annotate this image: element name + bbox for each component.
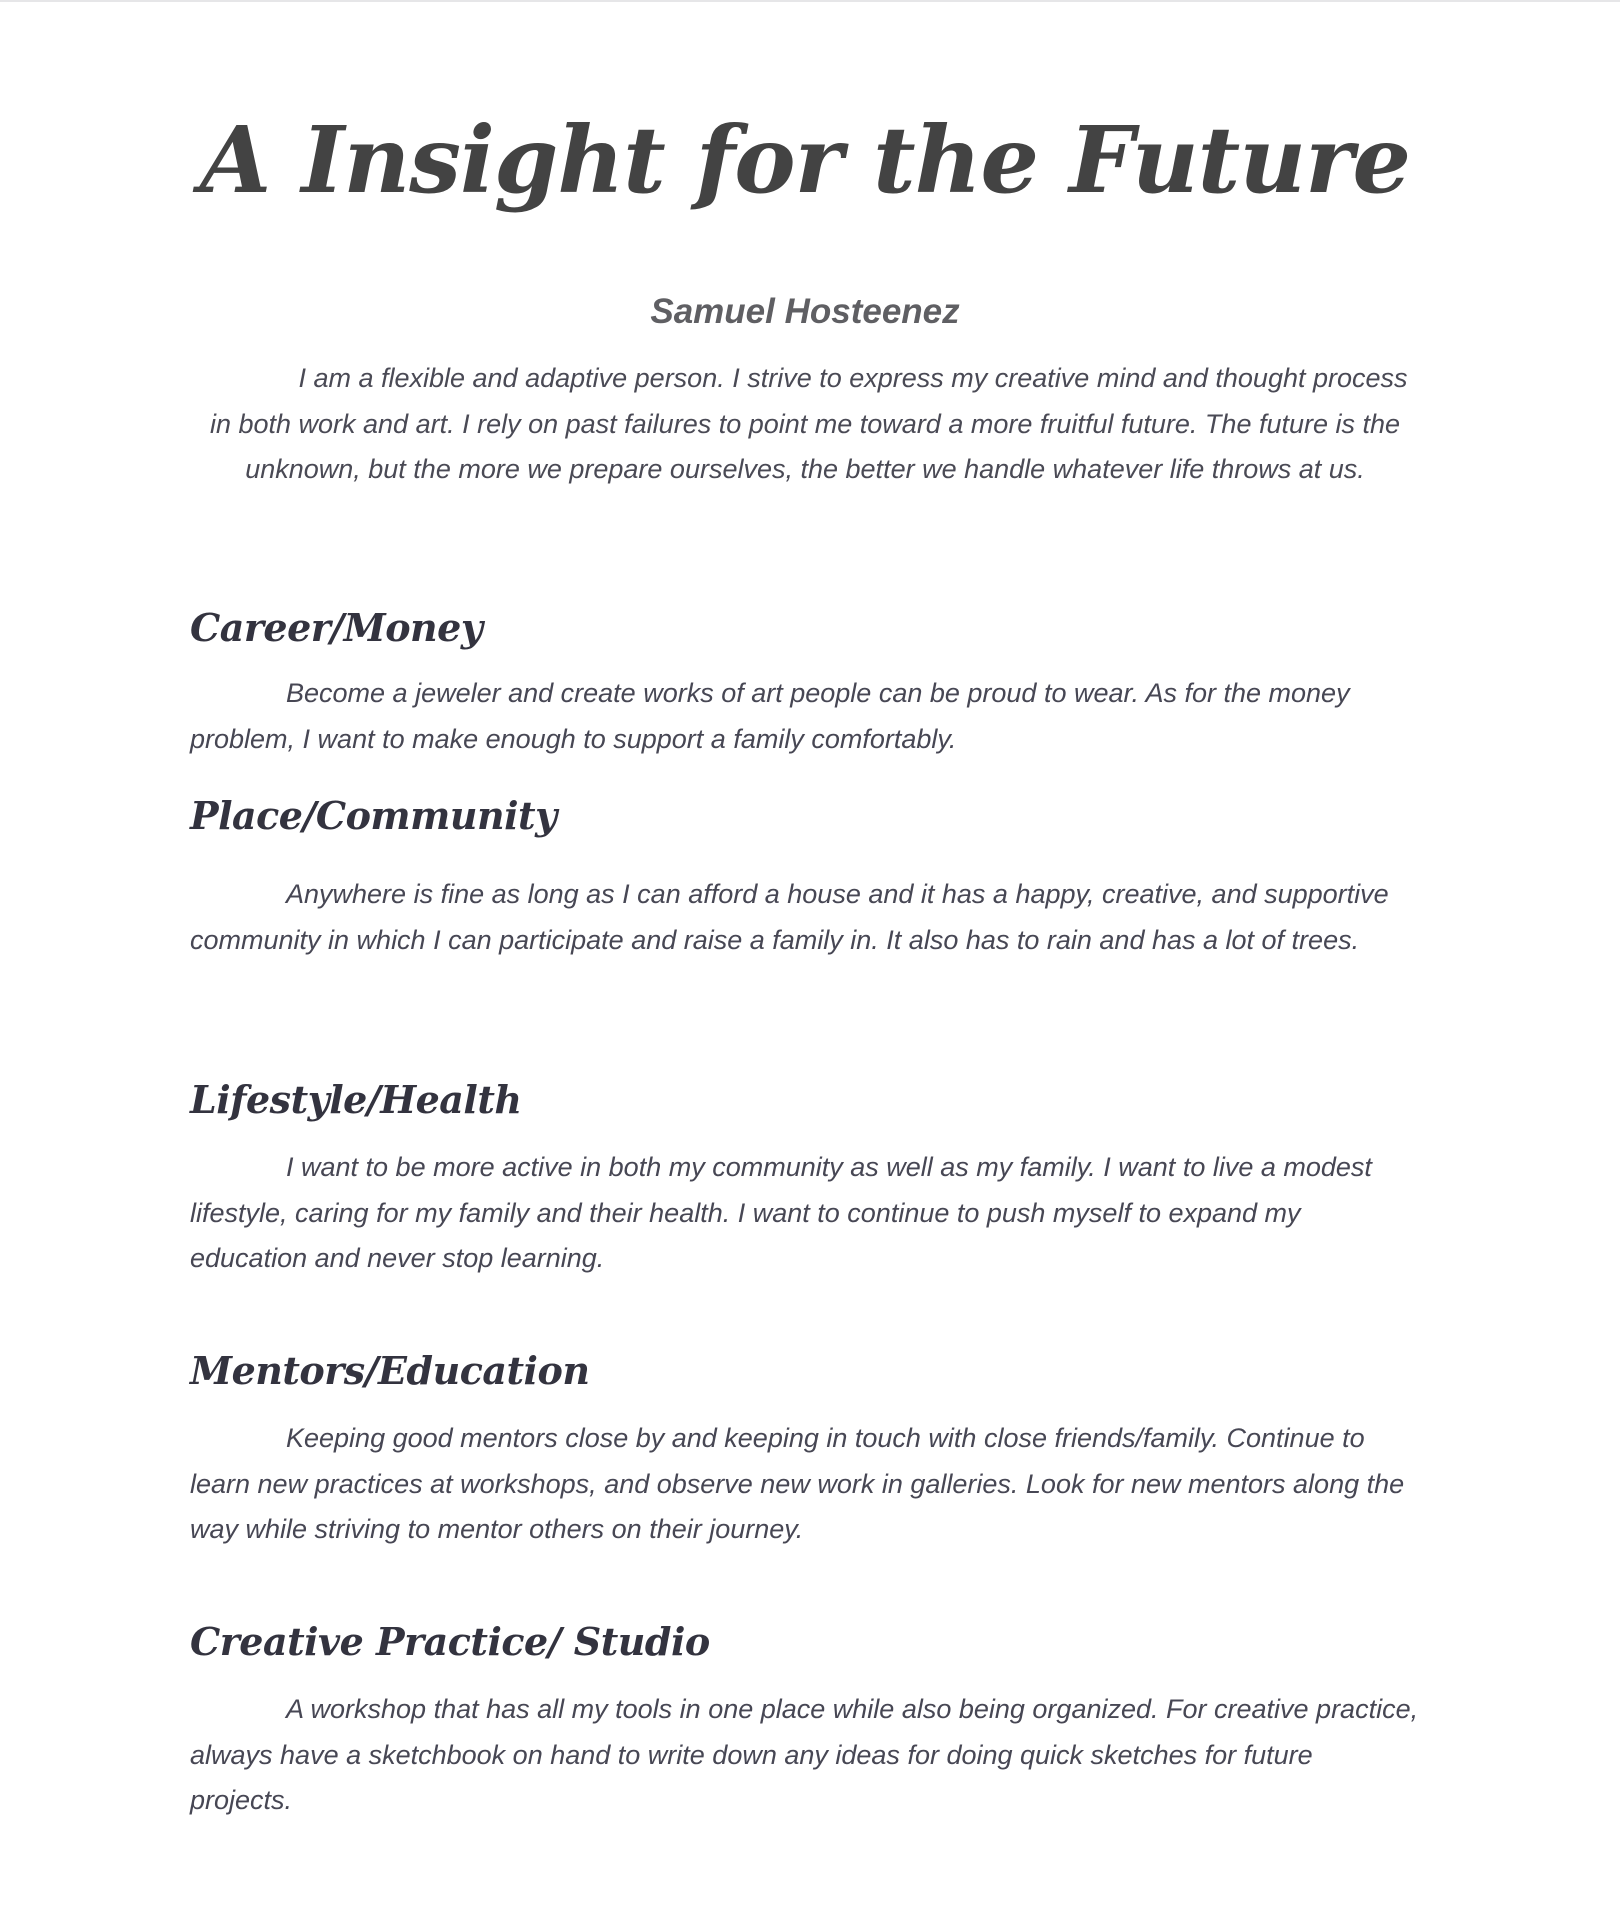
section-place-community — [190, 791, 1420, 963]
intro-paragraph: I am a flexible and adaptive person. I strive to express my creative mind and thought process in both work and art. I rely on past failures to point me toward a more fruitful future. The future is the unknown, but the more we prepare ourselves, the better we handle whatever life throws at us. — [209, 363, 1408, 484]
section-heading: Career/Money — [190, 605, 483, 650]
section-career-money — [190, 603, 1420, 762]
section-body: Become a jeweler and create works of art people can be proud to wear. As for the money problem, I want to make enough to support a family comfortably. — [190, 678, 1350, 754]
page-title: A Insight for the Future — [199, 106, 1411, 214]
section-creative-practice-studio — [190, 1617, 1420, 1824]
section-body: Keeping good mentors close by and keeping in touch with close friends/family. Continue to learn new practices at workshops, and observe new work in galleries. Look for new mentors along the way while striving to mentor others on their journey. — [190, 1423, 1405, 1544]
section-heading: Place/Community — [190, 793, 557, 838]
section-body: I want to be more active in both my community as well as my family. I want to live a modest lifestyle, caring for my family and their health. I want to continue to push myself to expand my education and never stop learning. — [190, 1152, 1372, 1273]
author-name: Samuel Hosteenez — [650, 292, 960, 331]
top-divider — [0, 0, 1620, 2]
section-heading: Lifestyle/Health — [190, 1077, 522, 1122]
section-lifestyle-health — [190, 1075, 1420, 1282]
section-heading: Mentors/Education — [190, 1348, 590, 1393]
section-mentors-education — [190, 1346, 1420, 1553]
section-heading: Creative Practice/ Studio — [190, 1619, 710, 1664]
section-body: Anywhere is fine as long as I can afford a house and it has a happy, creative, and supportive community in which I can participate and raise a family in. It also has to rain and has a lot of trees. — [190, 879, 1389, 955]
section-body: A workshop that has all my tools in one place while also being organized. For creative practice, always have a sketchbook on hand to write down any ideas for doing quick sketches for future projects. — [190, 1694, 1419, 1815]
